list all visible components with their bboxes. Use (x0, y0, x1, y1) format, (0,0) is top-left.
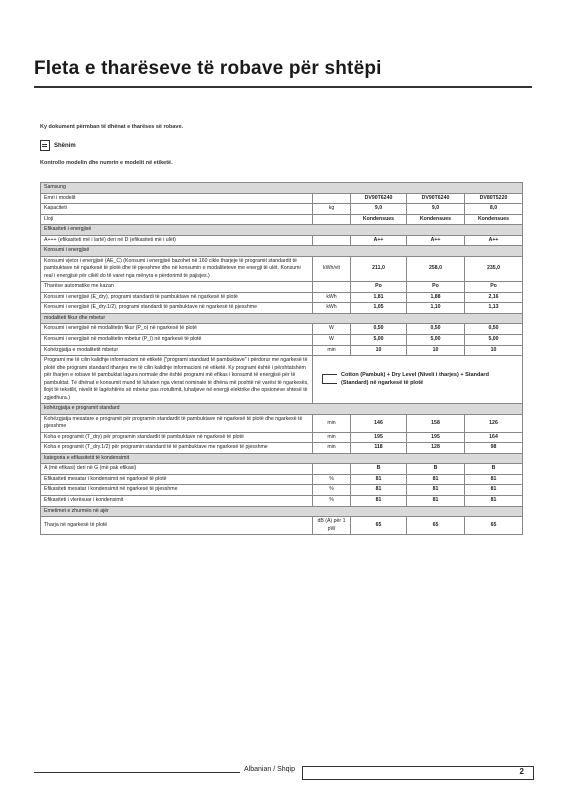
row-value: 1,81 (351, 292, 407, 303)
row-value: 1,13 (465, 303, 523, 314)
row-value: 1,05 (351, 303, 407, 314)
row-label: Konsumi i energjisë në modalitetin fikur (P_o) në ngarkesë të plotë (41, 324, 313, 335)
row-value: B (465, 464, 523, 475)
row-label: Konsumi vjetor i energjisë (AE_C) (Konsumi i energjisë bazohet në 160 cikle tharjeje të programit standardit të pambuktave në ngarkesë të plotë dhe të pjesshme dhe në konsumin e modaliteteve me energji të ulët. Konsumi real i energjisë për cikël do të varet nga mënyra e përdorimit të pajisjes.) (41, 256, 313, 282)
row-label: Konsumi i energjisë në modalitetin mbetur (P_l) në ngarkesë të plotë (41, 334, 313, 345)
spec-row (41, 204, 523, 215)
row-label: Kohëzgjatja e modalitetit mbetur (41, 345, 313, 356)
footer-rule (34, 772, 240, 773)
section-header: Samsung (41, 183, 523, 194)
standard-program-text: Cotton (Pambuk) + Dry Level (Niveli i tharjes) + Standard (Standard) në ngarkesë të plotë (341, 371, 489, 386)
row-label: Kohëzgjatja mesatare e programit për programin standardit të pambuktave në ngarkesë të plotë dhe ngarkesë të pjesshme (41, 414, 313, 432)
spec-row (41, 464, 523, 475)
spec-table (40, 182, 523, 535)
row-unit (313, 282, 351, 293)
row-value: Po (407, 282, 465, 293)
row-value: 10 (465, 345, 523, 356)
row-unit (313, 193, 351, 204)
row-value: 81 (465, 485, 523, 496)
page-footer (34, 766, 532, 780)
row-value: B (407, 464, 465, 475)
row-value: 65 (407, 517, 465, 535)
spec-row (41, 334, 523, 345)
row-value: 65 (465, 517, 523, 535)
row-unit (313, 464, 351, 475)
row-value: 81 (351, 485, 407, 496)
section-header-row (41, 506, 523, 517)
spec-table-body (41, 183, 523, 535)
row-label: Koha e programit (T_dry.1/2) për programin standard të të pambuktave me ngarkesë të pjesshme (41, 443, 313, 454)
row-value: Po (465, 282, 523, 293)
row-value: 8,0 (465, 204, 523, 215)
section-header-row (41, 225, 523, 236)
row-value: 10 (351, 345, 407, 356)
footnote-text: Kontrollo modelin dhe numrin e modelit në etiketë. (40, 160, 173, 166)
spec-row (41, 485, 523, 496)
section-header: Efikasiteti i energjisë (41, 225, 523, 236)
row-value: 98 (465, 443, 523, 454)
row-unit (313, 235, 351, 246)
row-value: 195 (351, 432, 407, 443)
spec-row (41, 193, 523, 204)
section-header-row (41, 246, 523, 257)
row-value: 9,0 (407, 204, 465, 215)
standard-program-row (41, 356, 523, 404)
row-value: 0,50 (351, 324, 407, 335)
note-row (40, 140, 76, 151)
row-value: DV90T6240 (351, 193, 407, 204)
section-header-row (41, 404, 523, 415)
row-value: 235,0 (465, 256, 523, 282)
row-value: Kondensues (351, 214, 407, 225)
row-label: Efikasiteti i vlerësuar i kondensimit (41, 496, 313, 507)
standard-program-cell (313, 356, 523, 404)
title-rule (34, 86, 532, 88)
row-value: DV90T6240 (407, 193, 465, 204)
row-unit: min (313, 443, 351, 454)
row-label: Emri i modelit (41, 193, 313, 204)
row-unit: % (313, 474, 351, 485)
section-header-row (41, 183, 523, 194)
row-unit: dB (A) për 1 pW (313, 517, 351, 535)
spec-row (41, 303, 523, 314)
row-value: 5,00 (407, 334, 465, 345)
spec-row (41, 235, 523, 246)
row-value: 118 (351, 443, 407, 454)
row-value: 195 (407, 432, 465, 443)
row-value: 81 (351, 496, 407, 507)
row-value: 258,0 (407, 256, 465, 282)
row-value: 5,00 (465, 334, 523, 345)
row-value: 0,50 (465, 324, 523, 335)
row-unit: kWh (313, 303, 351, 314)
section-header: kohëzgjatja e programit standard (41, 404, 523, 415)
section-header: kategoria e efikasitetit të kondensimit (41, 453, 523, 464)
row-value: A++ (351, 235, 407, 246)
note-label: Shënim (54, 142, 76, 149)
spec-row (41, 256, 523, 282)
row-value: A++ (465, 235, 523, 246)
row-unit: W (313, 334, 351, 345)
spec-row (41, 414, 523, 432)
row-value: 211,0 (351, 256, 407, 282)
row-value: 81 (465, 496, 523, 507)
row-unit: % (313, 496, 351, 507)
intro-text: Ky dokument përmban të dhënat e tharëses së robave. (40, 124, 184, 130)
row-unit: kg (313, 204, 351, 215)
row-value: Kondensues (465, 214, 523, 225)
row-label: Konsumi i energjisë (E_dry.1/2), programi standardi të pambuktave në ngarkesë të pjesshme (41, 303, 313, 314)
row-value: 81 (407, 474, 465, 485)
row-label: Programi me të cilin kalidhje informacioni në etiketë ("programi standard të pambuktave" i përdorur me ngarkesë të plotë dhe programi standard ithanjes me të cilin kalidhje informacioni në etiketë. Ky programi është i përshtatshëm për tharjen e robave të pambuktat lagura normale dhe është programi më efikas i konsumit të energjisë për të pambuktat. Të dhënat e konsumit mund të luhaten nga vlerat nominale të dhëna më poshtë në varësi të ngarkesës, llojit të tekstilit, nivelit të lagështirës së mbetur pas rrotullimit, luhatjeve në energji elektrike dhe opsioneve shtesë të zgjedhura.) (41, 356, 313, 404)
page-number: 2 (519, 767, 524, 776)
spec-row (41, 292, 523, 303)
row-value: 2,16 (465, 292, 523, 303)
row-unit: min (313, 414, 351, 432)
row-label: Tharëse automatike me kazan (41, 282, 313, 293)
row-value: 0,50 (407, 324, 465, 335)
row-label: A+++ (efikasiteti më i lartë) deri në D (efikasiteti më i ulët) (41, 235, 313, 246)
row-label: Koha e programit (T_dry) për programin standardit të pambuktave në ngarkesë të plotë (41, 432, 313, 443)
row-unit: min (313, 345, 351, 356)
spec-row (41, 443, 523, 454)
footer-box (302, 766, 534, 780)
spec-row (41, 282, 523, 293)
section-header: modaliteti fikur dhe mbetur (41, 313, 523, 324)
row-value: 5,00 (351, 334, 407, 345)
row-value: 9,0 (351, 204, 407, 215)
row-unit: % (313, 485, 351, 496)
arrow-icon (322, 374, 337, 384)
row-value: 164 (465, 432, 523, 443)
section-header: Konsumi i energjisë (41, 246, 523, 257)
spec-row (41, 474, 523, 485)
spec-row (41, 214, 523, 225)
row-value: 128 (407, 443, 465, 454)
row-value: A++ (407, 235, 465, 246)
spec-row (41, 432, 523, 443)
row-value: 146 (351, 414, 407, 432)
row-label: A (më efikasi) deri në G (më pak efikasi) (41, 464, 313, 475)
section-header-row (41, 453, 523, 464)
row-unit: min (313, 432, 351, 443)
row-value: Kondensues (407, 214, 465, 225)
row-label: Efikasiteti mesatar i kondensimit në ngarkesë të pjesshme (41, 485, 313, 496)
spec-row (41, 345, 523, 356)
row-value: 81 (407, 496, 465, 507)
row-value: Po (351, 282, 407, 293)
note-icon (40, 140, 50, 151)
row-value: 1,10 (407, 303, 465, 314)
section-header-row (41, 313, 523, 324)
row-value: 65 (351, 517, 407, 535)
row-unit: W (313, 324, 351, 335)
spec-row (41, 324, 523, 335)
spec-row (41, 496, 523, 507)
spec-row (41, 517, 523, 535)
row-label: Kapaciteti (41, 204, 313, 215)
row-value: 81 (465, 474, 523, 485)
row-value: 81 (351, 474, 407, 485)
row-unit (313, 214, 351, 225)
row-value: 1,88 (407, 292, 465, 303)
row-value: B (351, 464, 407, 475)
row-label: Konsumi i energjisë (E_dry), programi standardi të pambuktave në ngarkesë të plotë (41, 292, 313, 303)
row-value: 10 (407, 345, 465, 356)
row-label: Lloji (41, 214, 313, 225)
row-label: Tharja në ngarkesë të plotë (41, 517, 313, 535)
section-header: Emetimet e zhurmës në ajër (41, 506, 523, 517)
row-unit: kWh/vit (313, 256, 351, 282)
page-title: Fleta e tharëseve të robave për shtëpi (34, 58, 382, 79)
row-value: 81 (407, 485, 465, 496)
footer-language: Albanian / Shqip (244, 766, 295, 773)
row-value: DV80T5220 (465, 193, 523, 204)
row-unit: kWh (313, 292, 351, 303)
row-value: 126 (465, 414, 523, 432)
row-value: 158 (407, 414, 465, 432)
row-label: Efikasiteti mesatar i kondensimit në ngarkesë të plotë (41, 474, 313, 485)
